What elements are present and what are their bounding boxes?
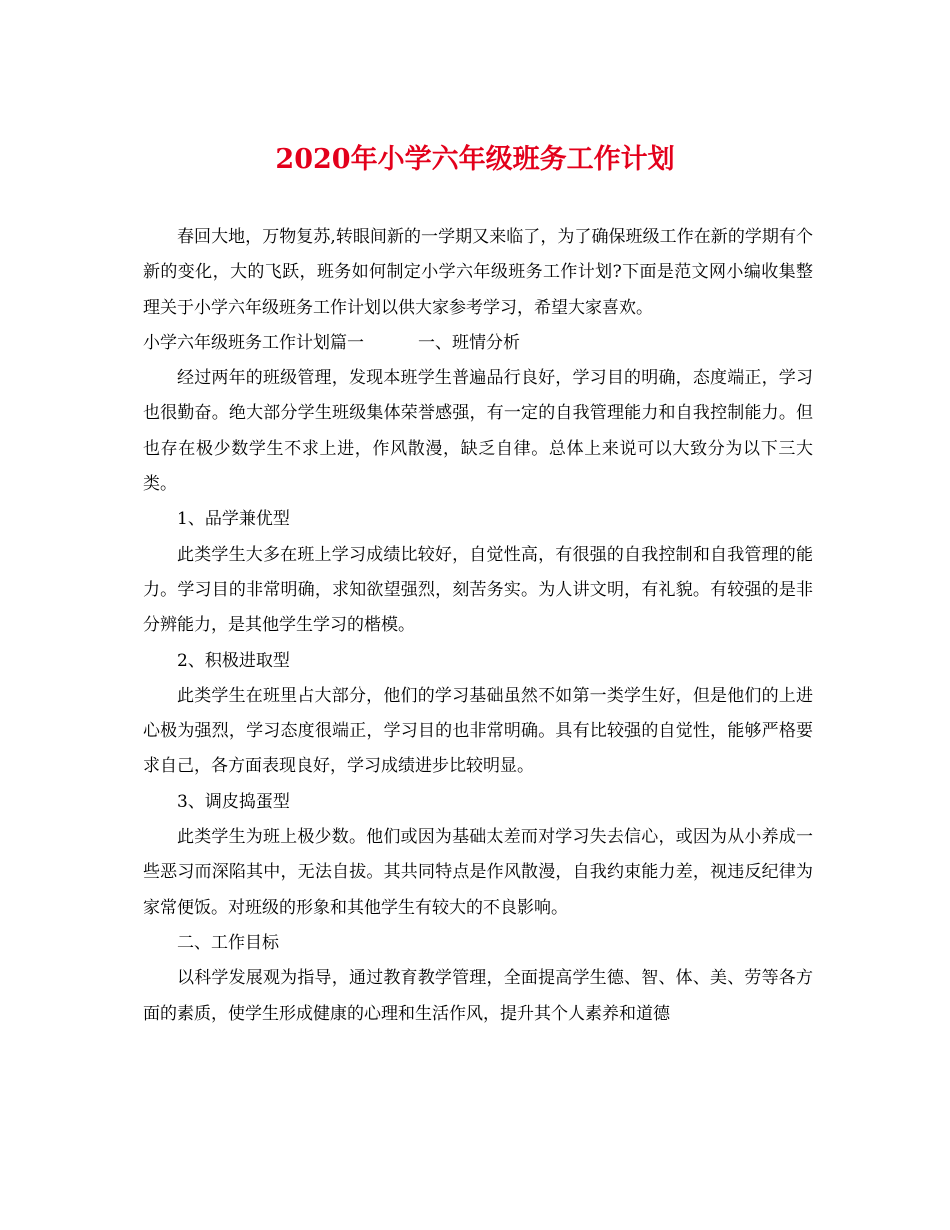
- type2-heading: 2、积极进取型: [177, 650, 290, 671]
- document-title: 2020年小学六年级班务工作计划: [275, 144, 675, 175]
- analysis-paragraph: 经过两年的班级管理，发现本班学生普遍品行良好，学习目的明确，态度端正，学习也很勤奋。绝大部分学生班级集体荣誉感强，有一定的自我管理能力和自我控制能力。但也存在极少数学生不求上进，作风散漫，缺乏自律。总体上来说可以大致分为以下三大类。: [143, 368, 813, 495]
- type1-paragraph: 此类学生大多在班上学习成绩比较好，自觉性高，有很强的自我控制和自我管理的能力。学习目的非常明确，求知欲望强烈，刻苦务实。为人讲文明，有礼貌。有较强的是非分辨能力，是其他学生学习的楷模。: [143, 544, 813, 636]
- section-heading: 一、班情分析: [418, 332, 520, 353]
- type1-heading: 1、品学兼优型: [177, 509, 290, 530]
- type3-heading: 3、调皮捣蛋型: [177, 791, 290, 812]
- goals-paragraph: 以科学发展观为指导，通过教育教学管理，全面提高学生德、智、体、美、劳等各方面的素质，使学生形成健康的心理和生活作风，提升其个人素养和道德: [143, 968, 813, 1024]
- intro-paragraph: 春回大地，万物复苏,转眼间新的一学期又来临了，为了确保班级工作在新的学期有个新的变化，大的飞跃，班务如何制定小学六年级班务工作计划?下面是范文网小编收集整理关于小学六年级班务工作计划以供大家参考学习，希望大家喜欢。: [143, 227, 813, 318]
- section-line: [143, 326, 813, 361]
- section-label: 小学六年级班务工作计划篇一: [143, 332, 364, 353]
- type2-paragraph: 此类学生在班里占大部分，他们的学习基础虽然不如第一类学生好，但是他们的上进心极为强烈，学习态度很端正，学习目的也非常明确。具有比较强的自觉性，能够严格要求自己，各方面表现良好，学习成绩进步比较明显。: [143, 685, 813, 777]
- goals-heading: 二、工作目标: [177, 932, 279, 953]
- type3-paragraph: 此类学生为班上极少数。他们或因为基础太差而对学习失去信心，或因为从小养成一些恶习而深陷其中，无法自拔。其共同特点是作风散漫，自我约束能力差，视违反纪律为家常便饭。对班级的形象和其他学生有较大的不良影响。: [143, 827, 813, 918]
- document-body: [143, 220, 813, 1032]
